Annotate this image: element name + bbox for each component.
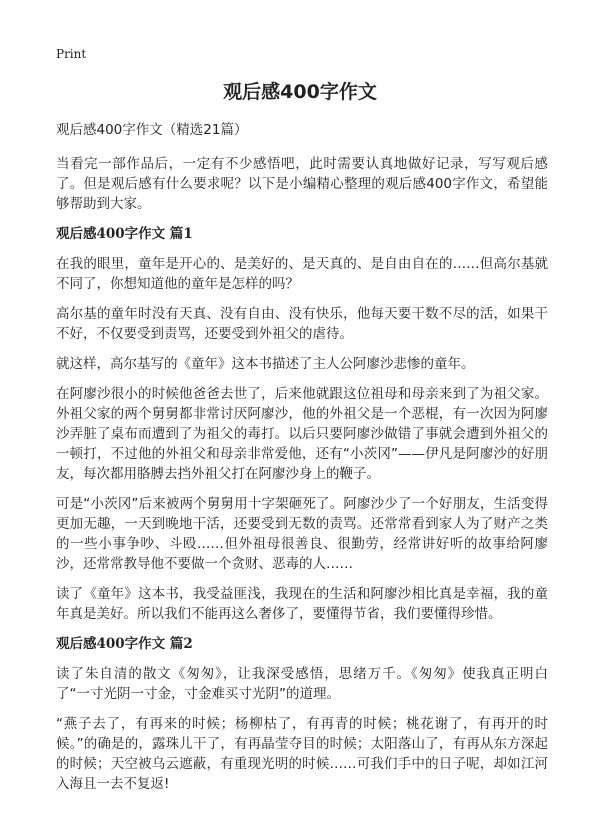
section-2-paragraph: 读了朱自清的散文《匆匆》，让我深受感悟，思绪万千。《匆匆》使我真正明白了“一寸光阴一寸金，寸金难买寸光阴”的道理。 (56, 666, 548, 702)
print-link[interactable]: Print (56, 47, 87, 61)
article-subtitle: 观后感400字作文（精选21篇） (56, 122, 248, 138)
section-heading-2: 观后感400字作文 篇2 (56, 636, 193, 652)
intro-paragraph: 当看完一部作品后，一定有不少感悟吧，此时需要认真地做好记录，写写观后感了。但是观后感有什么要求呢？以下是小编精心整理的观后感400字作文，希望能够帮助到大家。 (56, 156, 548, 212)
page-title: 观后感400字作文 (223, 81, 377, 103)
section-1-paragraph: 可是“小茨冈”后来被两个舅舅用十字架砸死了。阿廖沙少了一个好朋友，生活变得更加无趣，一天到晚地干活，还要受到无数的责骂。还常常看到家人为了财产之类的一些小事争吵、斗殴……但外祖母很善良、很勤劳，经常讲好听的故事给阿廖沙，还常常教导他不要做一个贪财、恶毒的人…… (56, 496, 548, 572)
section-1-paragraph: 在阿廖沙很小的时候他爸爸去世了，后来他就跟这位祖母和母亲来到了为祖父家。外祖父家的两个舅舅都非常讨厌阿廖沙，他的外祖父是一个恶棍，有一次因为阿廖沙弄脏了桌布而遭到了为祖父的毒打。以后只要阿廖沙做错了事就会遭到外祖父的一顿打，不过他的外祖父和母亲非常爱他，还有“小茨冈”——伊凡是阿廖沙的好朋友，每次都用胳膊去挡外祖父打在阿廖沙身上的鞭子。 (56, 386, 548, 482)
section-1-paragraph: 就这样，高尔基写的《童年》这本书描述了主人公阿廖沙悲惨的童年。 (56, 356, 475, 372)
section-1-paragraph: 高尔基的童年时没有天真、没有自由、没有快乐，他每天要干数不尽的活，如果干不好，不仅要受到责骂，还要受到外祖父的虐待。 (56, 306, 548, 342)
section-1-paragraph: 读了《童年》这本书，我受益匪浅，我现在的生活和阿廖沙相比真是幸福，我的童年真是美好。所以我们不能再这么奢侈了，要懂得节省，我们要懂得珍惜。 (56, 586, 548, 622)
article-content (56, 120, 548, 804)
section-heading-1: 观后感400字作文 篇1 (56, 226, 193, 242)
section-2-paragraph: “燕子去了，有再来的时候；杨柳枯了，有再青的时候；桃花谢了，有再开的时候。”的确是的，露珠儿干了，有再晶莹夺目的时候；太阳落山了，有再从东方深起的时候；天空被乌云遮蔽，有重现光明的时候……可我们手中的日子呢，却如江河入海且一去不复返! (56, 716, 548, 792)
section-1-paragraph: 在我的眼里，童年是开心的、是美好的、是天真的、是自由自在的……但高尔基就不同了，你想知道他的童年是怎样的吗？ (56, 256, 548, 292)
